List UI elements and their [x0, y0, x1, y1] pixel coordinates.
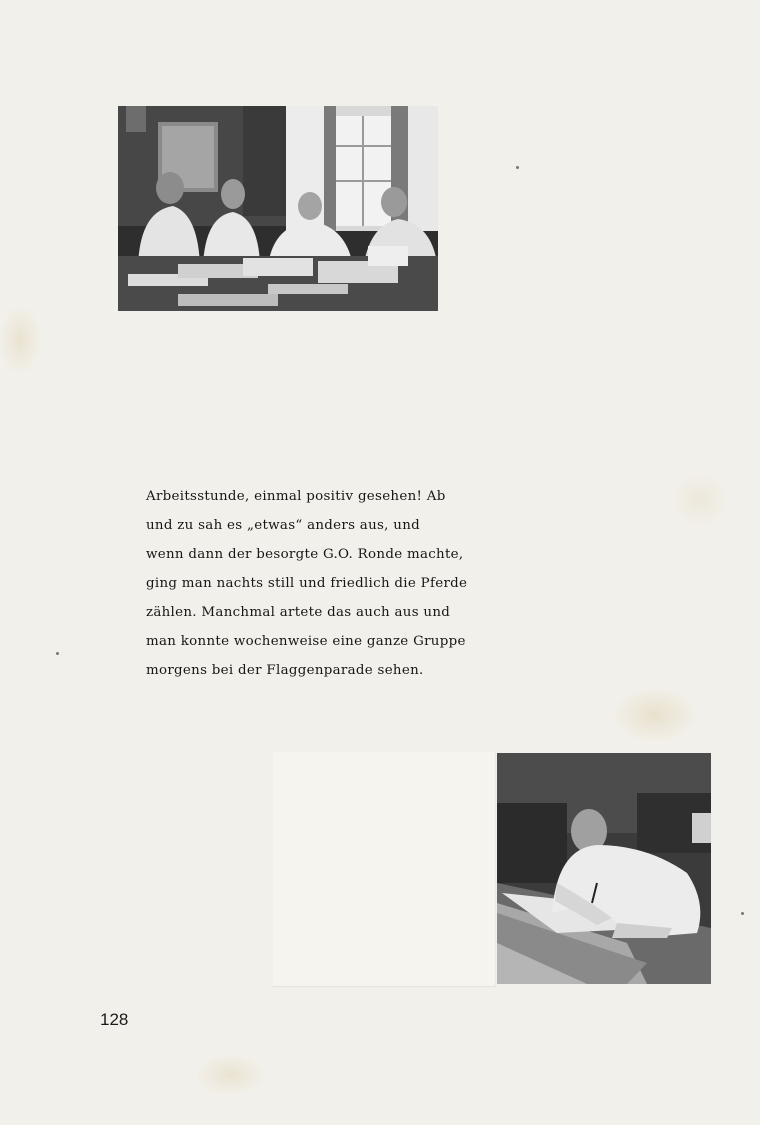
caption-line: zählen. Manchmal artete das auch aus und — [146, 605, 451, 620]
speck — [516, 166, 519, 169]
speck — [741, 912, 744, 915]
photo-study-hour-group — [118, 106, 438, 311]
caption-line: und zu sah es „etwas“ anders aus, und — [146, 518, 421, 533]
page-number: 128 — [100, 1010, 129, 1029]
faint-image-area — [273, 752, 496, 987]
caption-line: ging man nachts still und friedlich die Pferde — [146, 576, 468, 591]
caption-text — [146, 482, 468, 685]
caption-line: man konnte wochenweise eine ganze Gruppe — [146, 634, 466, 649]
speck — [56, 652, 59, 655]
photo-student-drawing — [497, 753, 711, 984]
caption-line: wenn dann der besorgte G.O. Ronde machte, — [146, 547, 464, 562]
caption-line: Arbeitsstunde, einmal positiv gesehen! Ab — [146, 489, 446, 504]
caption-line: morgens bei der Flaggenparade sehen. — [146, 663, 424, 678]
